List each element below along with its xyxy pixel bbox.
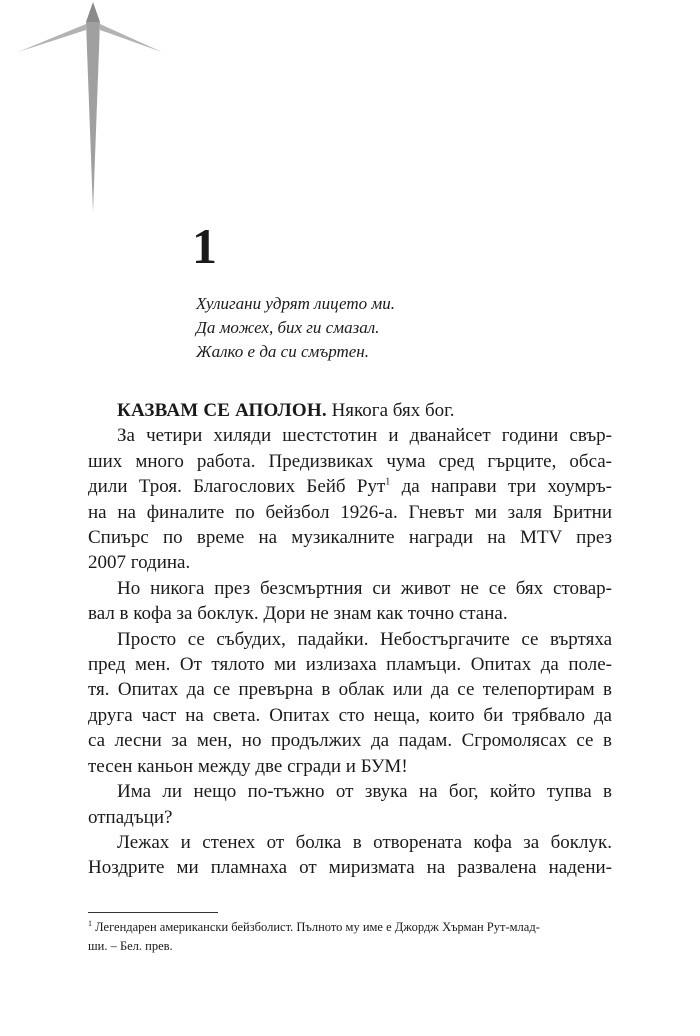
ornament-left-spike [18,24,86,52]
epigraph-line: Хулигани удрят лицето ми. [196,294,395,313]
text-fragment: дили Троя. Благослових Бейб Рут [88,476,386,498]
text-line: За четири хиляди шестстотин и дванайсет години свър- [117,425,612,447]
chapter-body [88,398,612,881]
ornament-right-spike [100,24,162,52]
epigraph [196,292,395,364]
opening-caps: КАЗВАМ СЕ АПОЛОН. [117,400,327,421]
text-line: вал в кофа за боклук. Дори не знам как точно стана. [88,603,508,625]
footnote-divider [88,912,218,913]
chapter-number: 1 [192,218,217,274]
ornament-top-tip [86,2,100,22]
text-line: са лесни за мен, но продължих да падам. Сгромолясах се в [88,730,612,752]
text-line: тя. Опитах да се превърна в облак или да се телепортирам в [88,679,612,701]
footnote-line: ши. – Бел. прев. [88,939,173,953]
chapter-ornament [0,0,200,215]
text-line: Има ли нещо по-тъжно от звука на бог, който тупва в [117,781,612,803]
text-line: отпадъци? [88,806,173,828]
text-line: Спиърс по време на музикалните награди на MTV през [88,527,612,549]
text-line: Но никога през безсмъртния си живот не се бях стовар- [117,577,612,599]
text-line: на на финалите по бейзбол 1926-а. Гневът ми заля Бритни [88,501,612,523]
text-line-with-footnote [88,474,612,499]
text-line: ших много работа. Предизвиках чума сред гърците, обса- [88,450,612,472]
epigraph-line: Да можех, бих ги смазал. [196,318,380,337]
text-line: друга част на света. Опитах сто неща, които би трябвало да [88,704,612,726]
paragraph-opening [88,398,612,423]
text-line: Ноздрите ми пламнаха от миризмата на развалена надени- [88,857,612,879]
ornament-stem [86,22,100,212]
footnote-text: Легендарен американски бейзболист. Пълното му име е Джордж Хърман Рут-млад- [92,920,540,934]
text-line: пред мен. От тялото ми излизаха пламъци. Опитах да поле- [88,654,612,676]
text-line: Лежах и стенех от болка в отворената кофа за боклук. [117,831,612,853]
text-fragment: да направи три хоумръ- [390,476,612,498]
text-line: Просто се събудих, падайки. Небостъргачите се въртяха [117,628,612,650]
text-line: тесен каньон между две сгради и БУМ! [88,755,408,777]
footnote [88,918,612,956]
epigraph-line: Жалко е да си смъртен. [196,342,369,361]
text-line: 2007 година. [88,552,191,574]
footnote-mark: 1 [88,918,92,928]
opening-rest: Някога бях бог. [326,400,455,421]
footnote-line [88,918,612,937]
footnote-reference[interactable]: 1 [385,476,391,488]
